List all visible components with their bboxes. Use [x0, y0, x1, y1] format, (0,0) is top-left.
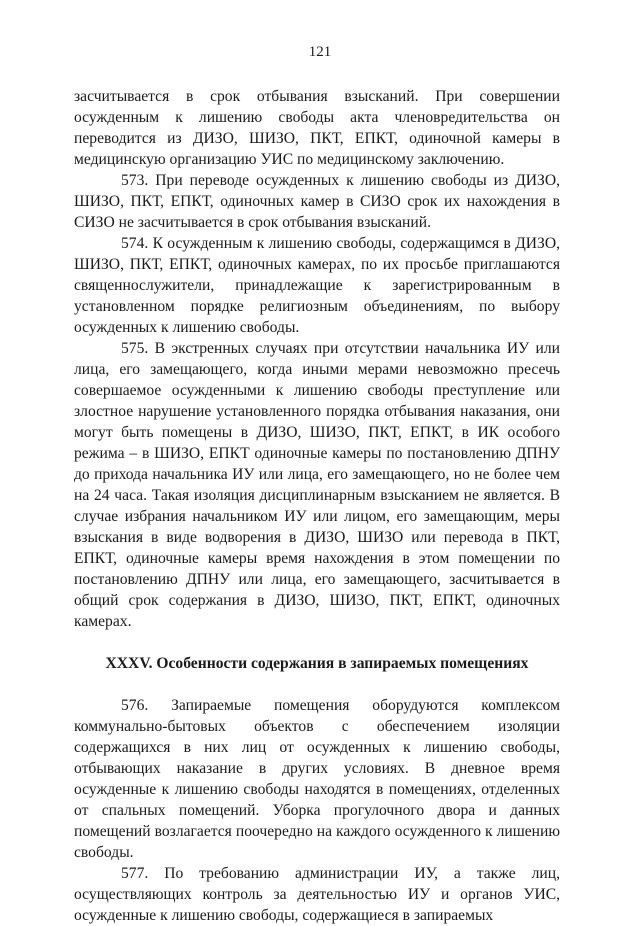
page-number: 121: [308, 44, 332, 60]
paragraph-572-continuation: засчитывается в срок отбывания взысканий. При совершении осужденным к лишению свободы акта членовредительства он переводится из ДИЗО, ШИЗО, ПКТ, ЕПКТ, одиночной камеры в медицинскую организацию УИС по медицинскому заключению.: [74, 88, 560, 168]
paragraph-574: 574. К осужденным к лишению свободы, содержащимся в ДИЗО, ШИЗО, ПКТ, ЕПКТ, одиночных камерах, по их просьбе приглашаются священнослужители, принадлежащие к зарегистрированным в установленном порядке религиозным объединениям, по выбору осужденных к лишению свободы.: [74, 235, 560, 336]
paragraph-573: 573. При переводе осужденных к лишению свободы из ДИЗО, ШИЗО, ПКТ, ЕПКТ, одиночных камер в СИЗО срок их нахождения в СИЗО не засчитывается в срок отбывания взысканий.: [74, 172, 560, 231]
section-heading: XXXV. Особенности содержания в запираемых помещениях: [105, 655, 529, 672]
paragraph-577: 577. По требованию администрации ИУ, а также лиц, осуществляющих контроль за деятельностью ИУ и органов УИС, осужденные к лишению свободы, содержащиеся в запираемых: [74, 865, 560, 924]
paragraph-575: 575. В экстренных случаях при отсутствии начальника ИУ или лица, его замещающего, когда иными мерами невозможно пресечь совершаемое осужденными к лишению свободы преступление или злостное нарушение установленного порядка отбывания наказания, они могут быть помещены в ДИЗО, ШИЗО, ПКТ, ЕПКТ, в ИК особого режима – в ШИЗО, ЕПКТ одиночные камеры по постановлению ДПНУ до прихода начальника ИУ или лица, его замещающего, но не более чем на 24 часа. Такая изоляция дисциплинарным взысканием не является. В случае избрания начальником ИУ или лицом, его замещающим, меры взыскания в виде водворения в ДИЗО, ШИЗО или перевода в ПКТ, ЕПКТ, одиночные камеры время нахождения в этом помещении по постановлению ДПНУ или лица, его замещающего, засчитывается в общий срок содержания в ДИЗО, ШИЗО, ПКТ, ЕПКТ, одиночных камерах.: [74, 340, 560, 630]
paragraph-576: 576. Запираемые помещения оборудуются комплексом коммунально-бытовых объектов с обеспечением изоляции содержащихся в них лиц от осужденных к лишению свободы, отбывающих наказание в других условиях. В дневное время осужденные к лишению свободы находятся в помещениях, отделенных от спальных помещений. Уборка прогулочного двора и данных помещений возлагается поочередно на каждого осужденного к лишению свободы.: [74, 697, 560, 861]
document-body: [74, 86, 560, 926]
